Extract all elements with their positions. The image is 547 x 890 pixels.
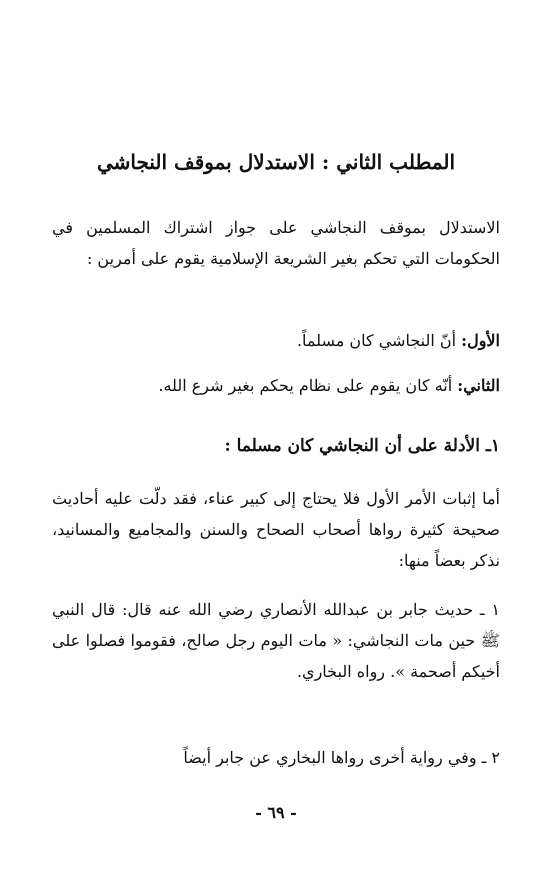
intro-paragraph: الاستدلال بموقف النجاشي على جواز اشتراك المسلمين في الحكومات التي تحكم بغير الشريعة الإسلامية يقوم على أمرين : bbox=[52, 218, 500, 268]
evidence-paragraph: أما إثبات الأمر الأول فلا يحتاج إلى كبير عناء، فقد دلّت عليه أحاديث صحيحة كثيرة رواها أصحاب الصحاح والسنن والمجاميع والمسانيد، نذكر بعضاً منها: bbox=[52, 489, 500, 570]
page-number: - ٦٩ - bbox=[255, 803, 297, 822]
subheading-evidence: ١ـ الأدلة على أن النجاشي كان مسلما : bbox=[224, 436, 500, 456]
point-first-label: الأول: bbox=[461, 331, 500, 350]
point-second-label: الثاني: bbox=[457, 376, 500, 395]
document-page bbox=[52, 0, 500, 890]
point-first bbox=[52, 325, 500, 356]
point-second bbox=[52, 370, 500, 401]
hadith-two-paragraph: ٢ ـ وفي رواية أخرى رواها البخاري عن جابر أيضاً bbox=[183, 748, 500, 767]
point-second-text: أنّه كان يقوم على نظام يحكم بغير شرع الله. bbox=[158, 376, 453, 395]
hadith-one-paragraph: ١ ـ حديث جابر بن عبدالله الأنصاري رضي الله عنه قال: قال النبي ﷺ حين مات النجاشي: « مات اليوم رجل صالح، فقوموا فصلوا على أخيكم أصحمة ». رواه البخاري. bbox=[52, 600, 501, 681]
section-title: المطلب الثاني : الاستدلال بموقف النجاشي bbox=[96, 150, 456, 174]
point-first-text: أنّ النجاشي كان مسلماً. bbox=[296, 331, 457, 350]
